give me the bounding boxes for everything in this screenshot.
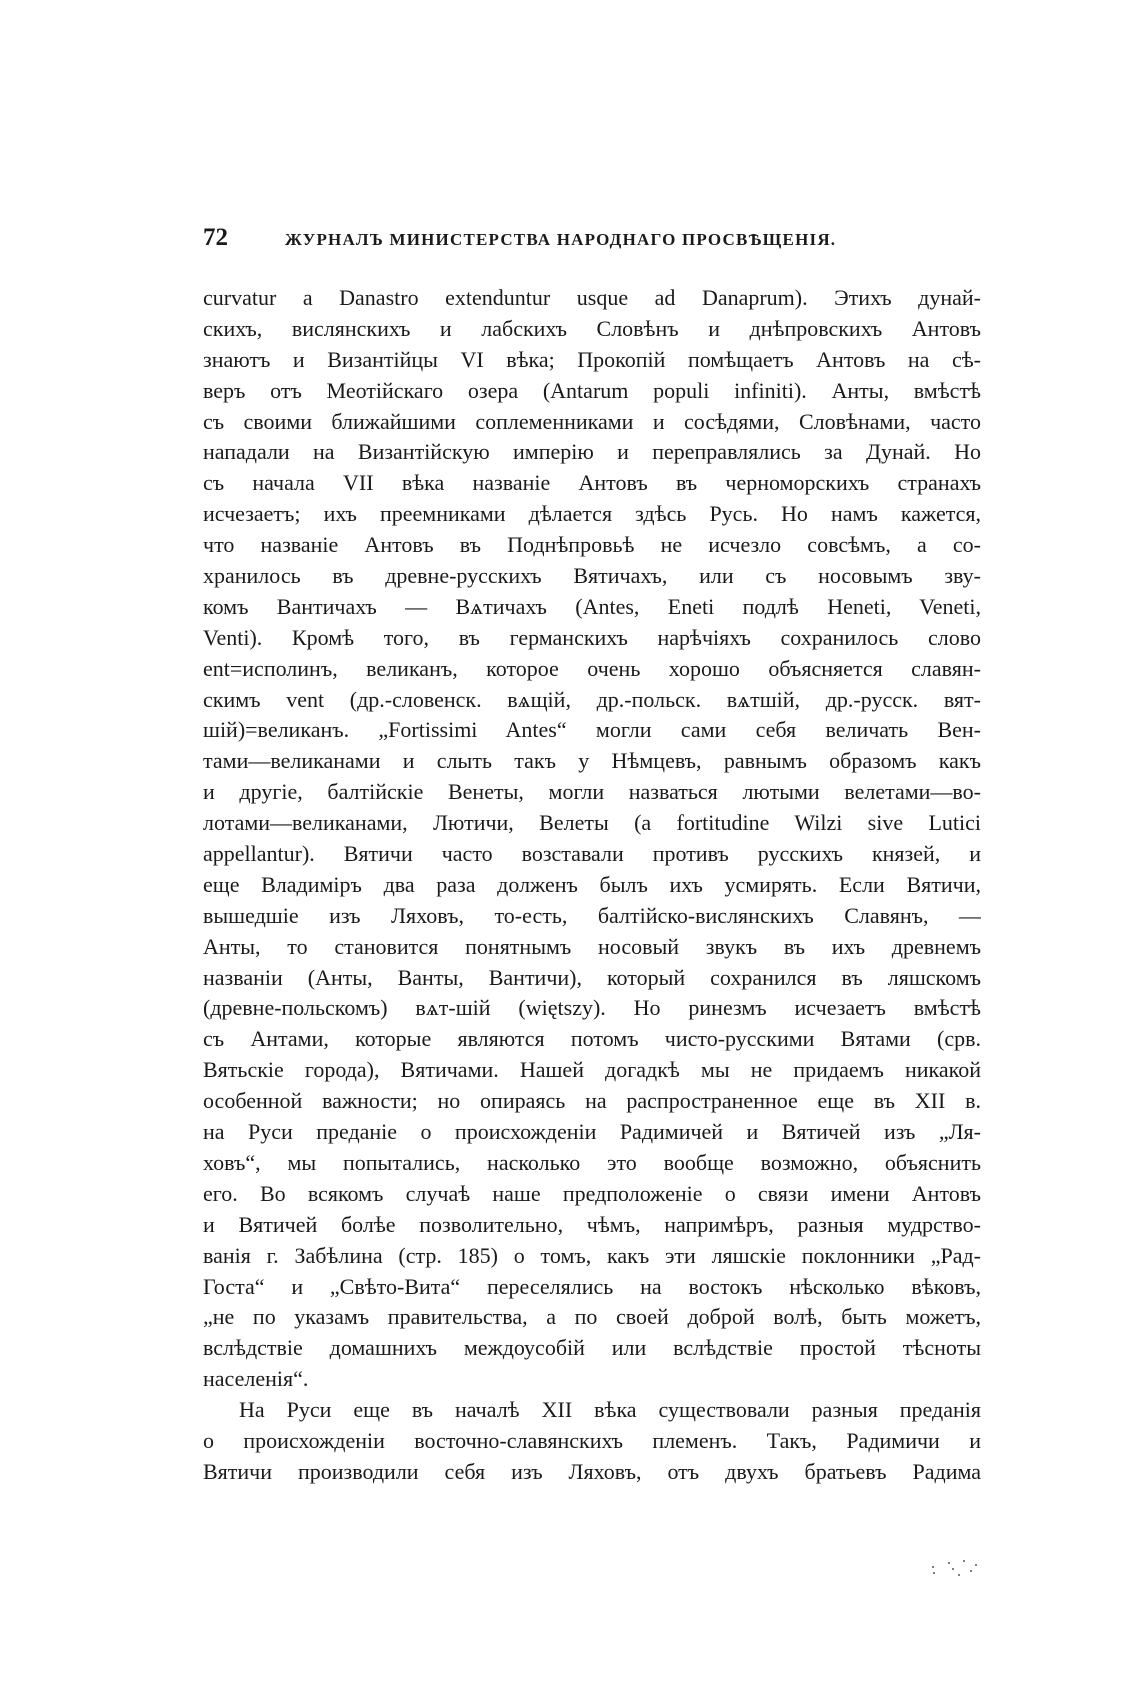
text-line: (древне-польскомъ) вѧт-шій (więtszy). Но ринезмъ исчезаетъ вмѣстѣ bbox=[203, 995, 981, 1021]
scan-specks bbox=[930, 1540, 1030, 1580]
text-line: вслѣдствіе домашнихъ междоусобій или вслѣдствіе простой тѣсноты bbox=[203, 1335, 981, 1361]
speck bbox=[932, 1566, 934, 1568]
running-head: ЖУРНАЛЪ МИНИСТЕРСТВА НАРОДНАГО ПРОСВѢЩЕНІЯ. bbox=[285, 230, 837, 249]
text-line: нападали на Византійскую имперію и переправлялись за Дунай. Но bbox=[203, 439, 981, 465]
text-line: ent=исполинъ, великанъ, которое очень хорошо объясняется славян- bbox=[203, 655, 981, 681]
text-line: шій)=великанъ. „Fortissimi Antes“ могли сами себя величать Вен- bbox=[203, 717, 981, 743]
text-line: еще Владиміръ два раза долженъ былъ ихъ усмирять. Если Вятичи, bbox=[203, 871, 981, 897]
text-line: Анты, то становится понятнымъ носовый звукъ въ ихъ древнемъ bbox=[203, 933, 981, 959]
text-line: Вятьскіе города), Вятичами. Нашей догадкѣ мы не придаемъ никакой bbox=[203, 1057, 981, 1083]
speck bbox=[933, 1572, 935, 1574]
speck bbox=[970, 1570, 972, 1572]
speck bbox=[963, 1560, 965, 1562]
text-line: съ начала VII вѣка названіе Антовъ въ черноморскихъ странахъ bbox=[203, 470, 981, 496]
text-line: ховъ“, мы попытались, насколько это вообще возможно, объяснить bbox=[203, 1149, 981, 1175]
text-line: знаютъ и Византійцы VI вѣка; Прокопій помѣщаетъ Антовъ на сѣ- bbox=[203, 346, 981, 372]
text-line: и Вятичей болѣе позволительно, чѣмъ, напримѣръ, разныя мудрство- bbox=[203, 1211, 981, 1237]
speck bbox=[958, 1574, 960, 1576]
speck bbox=[952, 1568, 954, 1570]
text-line: „не по указамъ правительства, а по своей доброй волѣ, быть можетъ, bbox=[203, 1304, 981, 1330]
text-line: curvatur a Danastro extenduntur usque ad Danaprum). Этихъ дунай- bbox=[203, 285, 981, 310]
text-line: ванія г. Забѣлина (стр. 185) о томъ, какъ эти ляшскіе поклонники „Рад- bbox=[203, 1242, 981, 1268]
text-line: на Руси преданіе о происхожденіи Радимичей и Вятичей изъ „Ля- bbox=[203, 1119, 981, 1145]
text-line: Venti). Кромѣ того, въ германскихъ нарѣчіяхъ сохранилось слово bbox=[203, 624, 981, 650]
paragraph-start-line: На Руси еще въ началѣ XII вѣка существовали разныя преданія bbox=[239, 1397, 981, 1423]
text-line: веръ отъ Меотійскаго озера (Antarum populi infiniti). Анты, вмѣстѣ bbox=[203, 377, 981, 403]
body-text bbox=[203, 283, 981, 1488]
text-line: скимъ vent (др.-словенск. вѧщій, др.-польск. вѧтшій, др.-русск. вят- bbox=[203, 686, 981, 712]
text-line: Госта“ и „Свѣто-Вита“ переселялись на востокъ нѣсколько вѣковъ, bbox=[203, 1273, 981, 1299]
text-line: комъ Вантичахъ — Вѧтичахъ (Antes, Eneti подлѣ Heneti, Veneti, bbox=[203, 593, 981, 619]
text-line: съ Антами, которые являются потомъ чисто-русскими Вятами (срв. bbox=[203, 1026, 981, 1052]
text-line: особенной важности; но опираясь на распространенное еще въ XII в. bbox=[203, 1088, 981, 1114]
paragraph-end-line: населенія“. bbox=[203, 1366, 309, 1392]
text-line: тами—великанами и слыть такъ у Нѣмцевъ, равнымъ образомъ какъ bbox=[203, 748, 981, 774]
text-line: о происхожденіи восточно-славянскихъ племенъ. Такъ, Радимичи и bbox=[203, 1427, 981, 1453]
text-line: что названіе Антовъ въ Поднѣпровьѣ не исчезло совсѣмъ, а со- bbox=[203, 532, 981, 558]
text-line: Вятичи производили себя изъ Ляховъ, отъ двухъ братьевъ Радима bbox=[203, 1458, 981, 1484]
text-line: лотами—великанами, Лютичи, Велеты (a fortitudine Wilzi sive Lutici bbox=[203, 810, 981, 836]
text-line: съ своими ближайшими соплеменниками и сосѣдями, Словѣнами, часто bbox=[203, 408, 981, 434]
speck bbox=[948, 1562, 950, 1564]
page-number: 72 bbox=[203, 224, 228, 251]
text-line: его. Во всякомъ случаѣ наше предположеніе о связи имени Антовъ bbox=[203, 1180, 981, 1206]
text-line: скихъ, вислянскихъ и лабскихъ Словѣнъ и днѣпровскихъ Антовъ bbox=[203, 315, 981, 341]
text-line: и другіе, балтійскіе Венеты, могли назваться лютыми велетами—во- bbox=[203, 779, 981, 805]
text-line: названіи (Анты, Ванты, Вантичи), который сохранился въ ляшскомъ bbox=[203, 964, 981, 990]
page-header bbox=[203, 224, 983, 258]
text-line: хранилось въ древне-русскихъ Вятичахъ, или съ носовымъ зву- bbox=[203, 563, 981, 589]
text-line: исчезаетъ; ихъ преемниками дѣлается здѣсь Русь. Но намъ кажется, bbox=[203, 501, 981, 527]
text-line: вышедшіе изъ Ляховъ, то-есть, балтійско-вислянскихъ Славянъ, — bbox=[203, 902, 981, 928]
speck bbox=[975, 1564, 977, 1566]
text-line: appellantur). Вятичи часто возставали противъ русскихъ князей, и bbox=[203, 841, 981, 867]
